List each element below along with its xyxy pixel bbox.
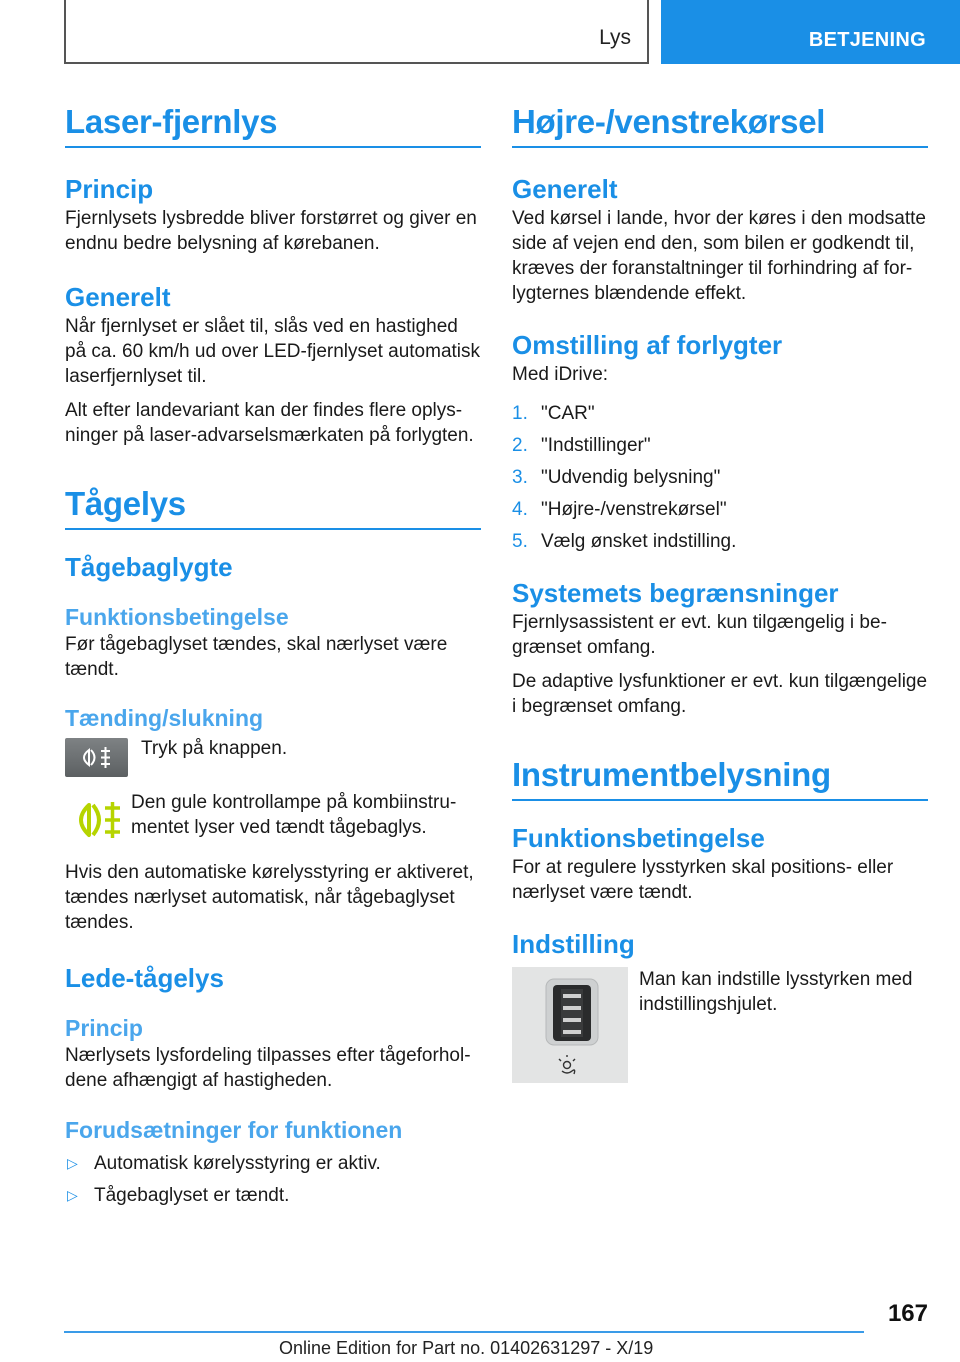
- indstilling-row: [512, 967, 928, 1087]
- lamp-row: [65, 790, 481, 844]
- taending-row: [65, 736, 481, 790]
- heading-taagebaglygte: Tågebaglygte: [65, 552, 233, 582]
- text-generelt-2: Alt efter landevariant kan der findes flere oplysninger på laser-advarselsmærkaten på forlygten.: [65, 400, 474, 446]
- heading-systemets-begraensninger: Systemets begrænsninger: [512, 578, 839, 608]
- heading-indstilling: Indstilling: [512, 929, 635, 959]
- text-funktionsbetingelse-right: For at regulere lysstyrken skal positions- eller nærlyset være tændt.: [512, 857, 894, 903]
- heading-omstilling: Omstilling af forlygter: [512, 330, 783, 360]
- text-generelt-right: Ved kørsel i lande, hvor der køres i den modsatte side af vejen end den, som bilen er godkendt til, kræves der foranstaltninger til forhindring af forlygternes blændende effekt.: [512, 208, 926, 304]
- text-lede-princip: Nærlysets lysfordeling tilpasses efter tågeforholdene afhængigt af hastigheden.: [65, 1045, 471, 1091]
- list-item: 5. Vælg ønsket indstilling.: [512, 531, 737, 552]
- text-generelt-1: Når fjernlyset er slået til, slås ved en hastighed på ca. 60 km/h ud over LED-fjernlyset automatisk laserfjernlyset til.: [65, 316, 481, 387]
- heading-lede-taagelys: Lede-tågelys: [65, 963, 224, 993]
- footer-divider: [64, 1331, 864, 1333]
- left-column: [65, 100, 481, 1208]
- heading-princip: Princip: [65, 174, 154, 204]
- text-kontrollampe: Den gule kontrollampe på kombiinstrumentet lyser ved tændt tågebaglys.: [131, 792, 457, 838]
- header-chapter-tab: [661, 0, 960, 64]
- heading-funktionsbetingelse: Funktionsbetingelse: [65, 604, 289, 630]
- list-item: 2. "Indstillinger": [512, 435, 651, 456]
- heading-instrumentbelysning: Instrumentbelysning: [512, 753, 928, 801]
- page-number: 167: [887, 1300, 928, 1327]
- heading-generelt: Generelt: [65, 282, 171, 312]
- fog-light-button-icon: [65, 738, 128, 777]
- idrive-steps-list: [512, 401, 928, 554]
- heading-taending: Tænding/slukning: [65, 705, 264, 731]
- dimmer-wheel-image: [512, 967, 628, 1083]
- text-taending: Tryk på knappen.: [141, 738, 288, 759]
- yellow-fog-lamp-icon: [71, 798, 123, 842]
- footer-edition: Online Edition for Part no. 01402631297 - X/19: [279, 1338, 654, 1358]
- heading-taagelys: Tågelys: [65, 482, 481, 530]
- forudsaetninger-list: [65, 1151, 481, 1208]
- header-section-box: [64, 0, 649, 64]
- text-princip: Fjernlysets lysbredde bliver forstørret og giver en endnu bedre belysning af kørebanen.: [65, 208, 477, 254]
- list-item: ▷ Tågebaglyset er tændt.: [67, 1185, 290, 1206]
- list-item: ▷ Automatisk kørelysstyring er aktiv.: [67, 1153, 381, 1174]
- text-omstilling: Med iDrive:: [512, 364, 609, 385]
- text-indstilling: Man kan indstille lysstyrken med indstillingshjulet.: [639, 969, 913, 1015]
- heading-forudsaetninger: Forudsætninger for funktionen: [65, 1117, 403, 1143]
- text-automatisk: Hvis den automatiske kørelysstyring er aktiveret, tændes nærlyset automatisk, når tågebaglyset tændes.: [65, 862, 474, 933]
- heading-funktionsbetingelse-right: Funktionsbetingelse: [512, 823, 765, 853]
- heading-hoejre-venstrekoersel: Højre-/venstrekørsel: [512, 100, 928, 148]
- header-chapter-title: BETJENING: [808, 29, 926, 51]
- right-column: [512, 100, 928, 1087]
- triangle-bullet-icon: ▷: [67, 1155, 78, 1171]
- text-system-1: Fjernlysassistent er evt. kun tilgængelig i begrænset omfang.: [512, 612, 887, 658]
- heading-generelt-right: Generelt: [512, 174, 618, 204]
- heading-laser-fjernlys: Laser-fjernlys: [65, 100, 481, 148]
- list-item: 4. "Højre-/venstrekørsel": [512, 499, 727, 520]
- heading-lede-princip: Princip: [65, 1015, 143, 1041]
- list-item: 3. "Udvendig belysning": [512, 467, 721, 488]
- text-funktionsbetingelse: Før tågebaglyset tændes, skal nærlyset være tændt.: [65, 634, 448, 680]
- triangle-bullet-icon: ▷: [67, 1187, 78, 1203]
- list-item: 1. "CAR": [512, 403, 595, 424]
- header-section-title: Lys: [599, 26, 631, 49]
- text-system-2: De adaptive lysfunktioner er evt. kun tilgængelige i begrænset omfang.: [512, 671, 928, 717]
